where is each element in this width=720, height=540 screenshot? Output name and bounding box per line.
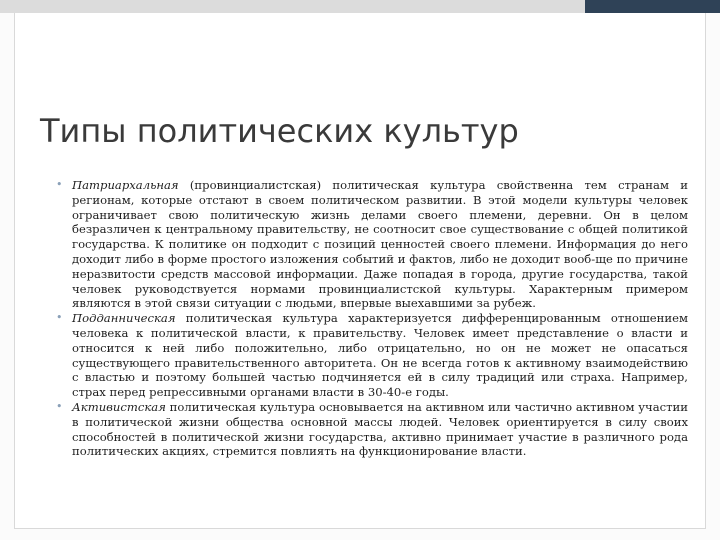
slide-title: Типы политических культур bbox=[40, 112, 519, 150]
term-subject: Подданническая bbox=[72, 311, 176, 326]
term-patriarchal: Патриархальная bbox=[72, 178, 179, 192]
bullet-list bbox=[56, 178, 688, 459]
term-activist: Активистская bbox=[72, 399, 166, 414]
list-item-activist bbox=[56, 400, 688, 459]
top-bar-accent bbox=[585, 0, 720, 13]
bullet-icon: • bbox=[56, 311, 63, 325]
bullet-icon: • bbox=[56, 399, 63, 413]
bullet-icon: • bbox=[56, 178, 63, 191]
list-item-subject bbox=[56, 311, 688, 400]
list-item-patriarchal bbox=[56, 178, 688, 311]
text-patriarchal: (провинциалистская) политическая культура свойственна тем странам и регионам, которые отстают в своем политическом развитии. В этой модели культуры человек ограничивает свою политическую жизнь делами своего племени, деревни. Он в целом безразличен к центральному правительству, не соотносит свое существование с общей политикой государства. К политике он подходит с позиций ценностей своего племени. Информация до него доходит либо в форме простого изложения событий и фактов, либо не доходит вооб-ще по причине неразвитости средств массовой информации. Даже попадая в города, другие государства, такой человек руководствуется нормами провинциалистской культуры. Характерным примером являются в этой связи ситуации с людьми, впервые выехавшими за рубеж. bbox=[72, 178, 688, 311]
text-subject: политическая культура характеризуется дифференцированным отношением человека к политической власти, к правительству. Человек имеет представление о власти и относится к ней либо положительно, либо отрицательно, но он не может не опасаться существующего правительственного авторитета. Он не всегда готов к активному взаимодействию с властью и поэтому большей частью подчиняется ей в силу традиций или страха. Например, страх перед репрессивными органами власти в 30-40-е годы. bbox=[72, 311, 688, 400]
text-activist: политическая культура основывается на активном или частично активном участии в политической жизни общества основной массы людей. Человек ориентируется в силу своих способностей в политической жизни государства, активно принимает участие в различного рода политических акциях, стремится повлиять на функционирование власти. bbox=[72, 399, 688, 459]
